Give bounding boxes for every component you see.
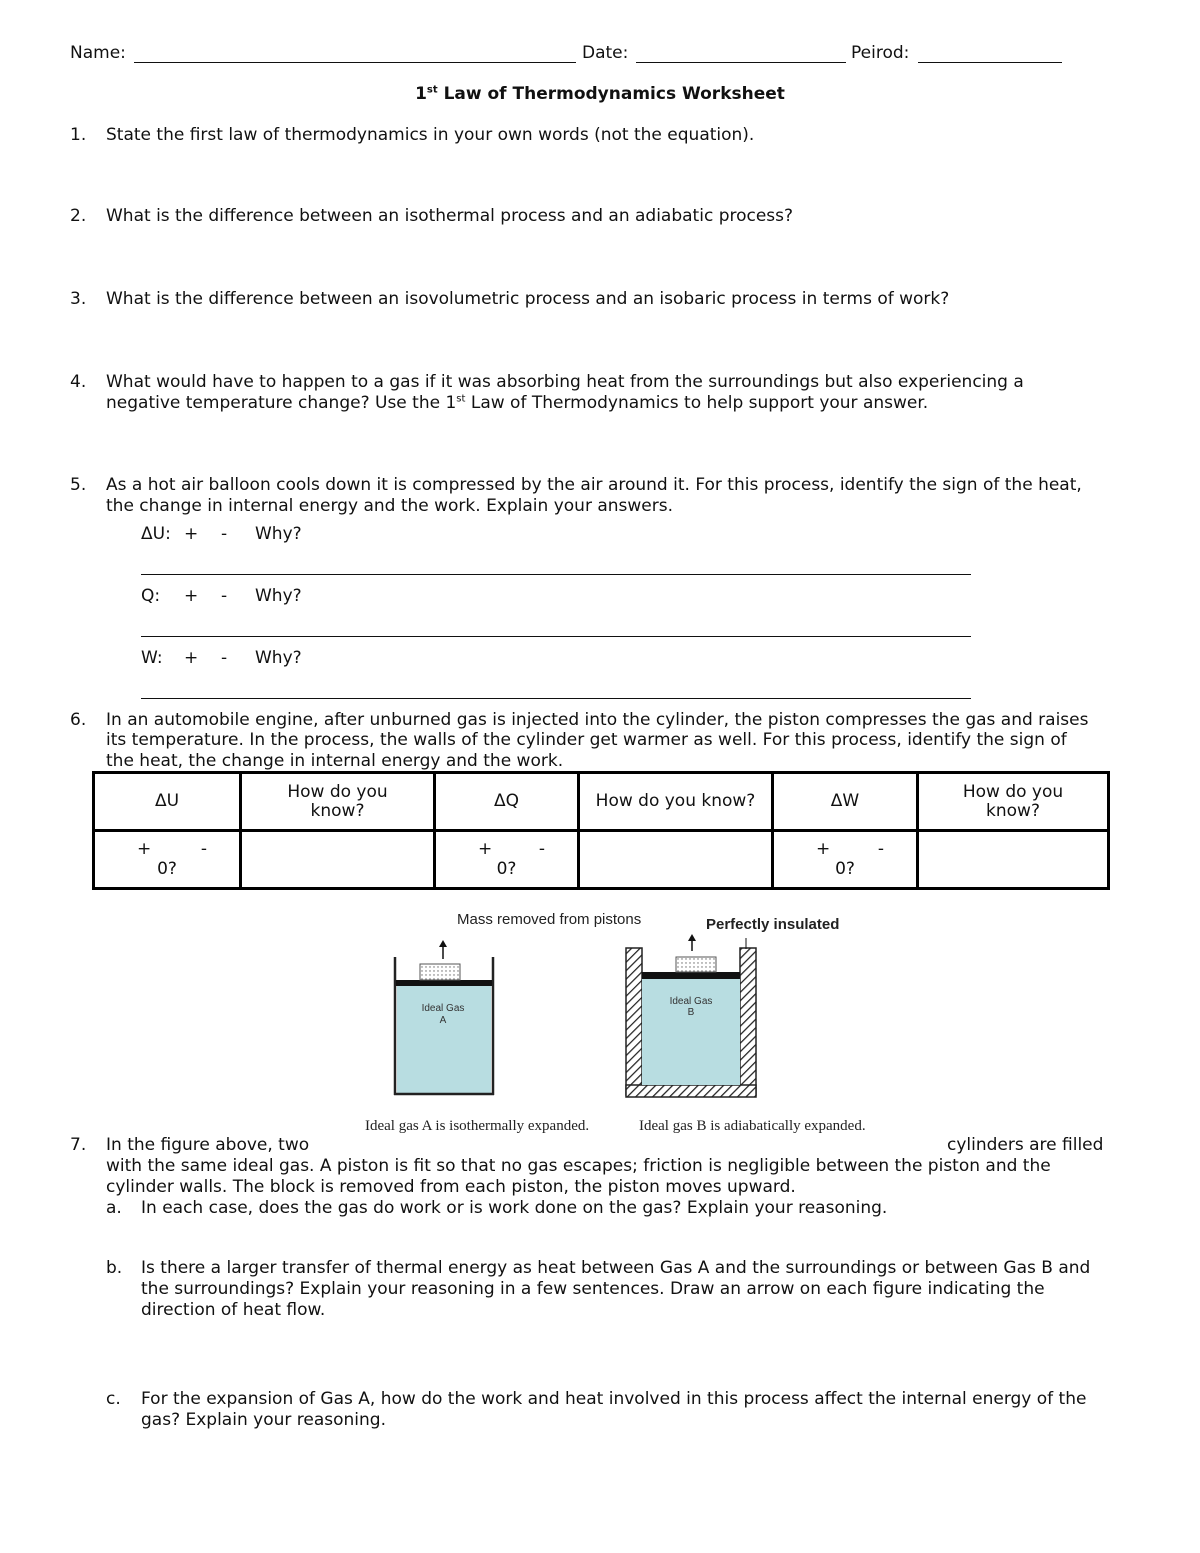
question-7-line1-start: In the figure above, two bbox=[106, 1135, 310, 1155]
question-5-line1: As a hot air balloon cools down it is compressed by the air around it. For this process, identify the sign of the heat, bbox=[106, 475, 1082, 495]
q5-row-du-plus[interactable]: + bbox=[184, 524, 199, 544]
question-3-text: What is the difference between an isovolumetric process and an isobaric process in terms of work? bbox=[106, 289, 950, 309]
q5-answer-line[interactable] bbox=[141, 698, 971, 699]
caption-gas-b: Ideal gas B is adiabatically expanded. bbox=[639, 1118, 866, 1134]
mass-block-b bbox=[676, 957, 716, 972]
header-how-dw: How do you know? bbox=[918, 773, 1109, 831]
question-7-line1-end: cylinders are filled bbox=[947, 1135, 1104, 1155]
header-how-dq: How do you know? bbox=[579, 773, 773, 831]
subquestion-c-line1: For the expansion of Gas A, how do the work and heat involved in this process affect the internal energy of the bbox=[141, 1389, 1087, 1409]
subquestion-c-line2: gas? Explain your reasoning. bbox=[141, 1410, 386, 1430]
caption-mass-removed: Mass removed from pistons bbox=[457, 911, 642, 928]
question-7-line2: with the same ideal gas. A piston is fit so that no gas escapes; friction is negligible between the piston and the bbox=[106, 1156, 1051, 1176]
table-row bbox=[94, 831, 1109, 889]
subquestion-letter: b. bbox=[106, 1258, 123, 1278]
cylinder-b bbox=[626, 934, 756, 1097]
cylinder-a bbox=[394, 940, 494, 1095]
gas-a-label: Ideal Gas bbox=[421, 1003, 465, 1014]
insulation-right bbox=[740, 948, 756, 1095]
q5-row-du-why: Why? bbox=[255, 524, 302, 544]
date-label: Date: bbox=[582, 43, 629, 63]
date-blank[interactable] bbox=[636, 62, 846, 63]
page-title: 1st Law of Thermodynamics Worksheet bbox=[415, 84, 785, 104]
question-6-line3: the heat, the change in internal energy and the work. bbox=[106, 751, 564, 771]
question-4-line2: negative temperature change? Use the 1st Law of Thermodynamics to help support your answer. bbox=[106, 393, 929, 413]
dw-options[interactable]: + - 0? bbox=[773, 831, 918, 889]
subquestion-letter: a. bbox=[106, 1198, 122, 1218]
mass-block-a bbox=[420, 964, 460, 980]
q5-row-q-label: Q: bbox=[141, 586, 161, 606]
q5-row-w-label: W: bbox=[141, 648, 163, 668]
gas-b-label: Ideal Gas bbox=[669, 996, 713, 1007]
q5-row-q-plus[interactable]: + bbox=[184, 586, 199, 606]
question-6-line1: In an automobile engine, after unburned gas is injected into the cylinder, the piston compresses the gas and raises bbox=[106, 710, 1089, 730]
subquestion-a-text: In each case, does the gas do work or is work done on the gas? Explain your reasoning. bbox=[141, 1198, 888, 1218]
question-7-line3: cylinder walls. The block is removed from each piston, the piston moves upward. bbox=[106, 1177, 796, 1197]
q6-table bbox=[92, 771, 1110, 890]
question-number: 2. bbox=[70, 206, 87, 226]
insulation-left bbox=[626, 948, 642, 1095]
subquestion-b-line1: Is there a larger transfer of thermal energy as heat between Gas A and the surroundings or between Gas B and bbox=[141, 1258, 1091, 1278]
du-options[interactable]: + - 0? bbox=[94, 831, 241, 889]
gas-b-fill bbox=[642, 977, 740, 1085]
insulation-bottom bbox=[626, 1085, 756, 1097]
du-answer-cell[interactable] bbox=[241, 831, 435, 889]
arrowhead-icon bbox=[439, 940, 447, 947]
period-label: Peirod: bbox=[851, 43, 910, 63]
q5-row-du-label: ΔU: bbox=[141, 524, 171, 544]
caption-perfectly-insulated: Perfectly insulated bbox=[706, 916, 840, 933]
question-2-text: What is the difference between an isothermal process and an adiabatic process? bbox=[106, 206, 794, 226]
q5-row-du-minus[interactable]: - bbox=[221, 524, 228, 544]
dq-answer-cell[interactable] bbox=[579, 831, 773, 889]
subquestion-letter: c. bbox=[106, 1389, 121, 1409]
name-blank[interactable] bbox=[134, 62, 576, 63]
q5-row-w-why: Why? bbox=[255, 648, 302, 668]
question-number: 1. bbox=[70, 125, 87, 145]
question-number: 4. bbox=[70, 372, 87, 392]
question-number: 3. bbox=[70, 289, 87, 309]
header-how-du: How do you know? bbox=[241, 773, 435, 831]
name-label: Name: bbox=[70, 43, 126, 63]
question-number: 7. bbox=[70, 1135, 87, 1155]
header-dq: ΔQ bbox=[435, 773, 579, 831]
question-5-line2: the change in internal energy and the work. Explain your answers. bbox=[106, 496, 674, 516]
period-blank[interactable] bbox=[918, 62, 1062, 63]
question-4-line1: What would have to happen to a gas if it was absorbing heat from the surroundings but also experiencing a bbox=[106, 372, 1024, 392]
question-number: 5. bbox=[70, 475, 87, 495]
q5-row-q-minus[interactable]: - bbox=[221, 586, 228, 606]
dw-answer-cell[interactable] bbox=[918, 831, 1109, 889]
caption-gas-a: Ideal gas A is isothermally expanded. bbox=[365, 1118, 590, 1134]
question-6-line2: its temperature. In the process, the walls of the cylinder get warmer as well. For this process, identify the sign of bbox=[106, 730, 1067, 750]
arrowhead-icon bbox=[688, 934, 696, 941]
table-header-row bbox=[94, 773, 1109, 831]
subquestion-b-line3: direction of heat flow. bbox=[141, 1300, 326, 1320]
gas-b-letter: B bbox=[687, 1007, 695, 1018]
piston-figure bbox=[360, 905, 900, 1140]
piston-a bbox=[396, 980, 492, 986]
q5-row-w-minus[interactable]: - bbox=[221, 648, 228, 668]
question-number: 6. bbox=[70, 710, 87, 730]
gas-a-fill bbox=[397, 985, 491, 1093]
question-1-text: State the first law of thermodynamics in your own words (not the equation). bbox=[106, 125, 755, 145]
q5-answer-line[interactable] bbox=[141, 574, 971, 575]
subquestion-b-line2: the surroundings? Explain your reasoning in a few sentences. Draw an arrow on each figure indicating the bbox=[141, 1279, 1045, 1299]
q5-row-q-why: Why? bbox=[255, 586, 302, 606]
q5-row-w-plus[interactable]: + bbox=[184, 648, 199, 668]
q5-answer-line[interactable] bbox=[141, 636, 971, 637]
dq-options[interactable]: + - 0? bbox=[435, 831, 579, 889]
piston-b bbox=[642, 972, 740, 979]
gas-a-letter: A bbox=[439, 1015, 447, 1026]
header-dw: ΔW bbox=[773, 773, 918, 831]
header-du: ΔU bbox=[94, 773, 241, 831]
